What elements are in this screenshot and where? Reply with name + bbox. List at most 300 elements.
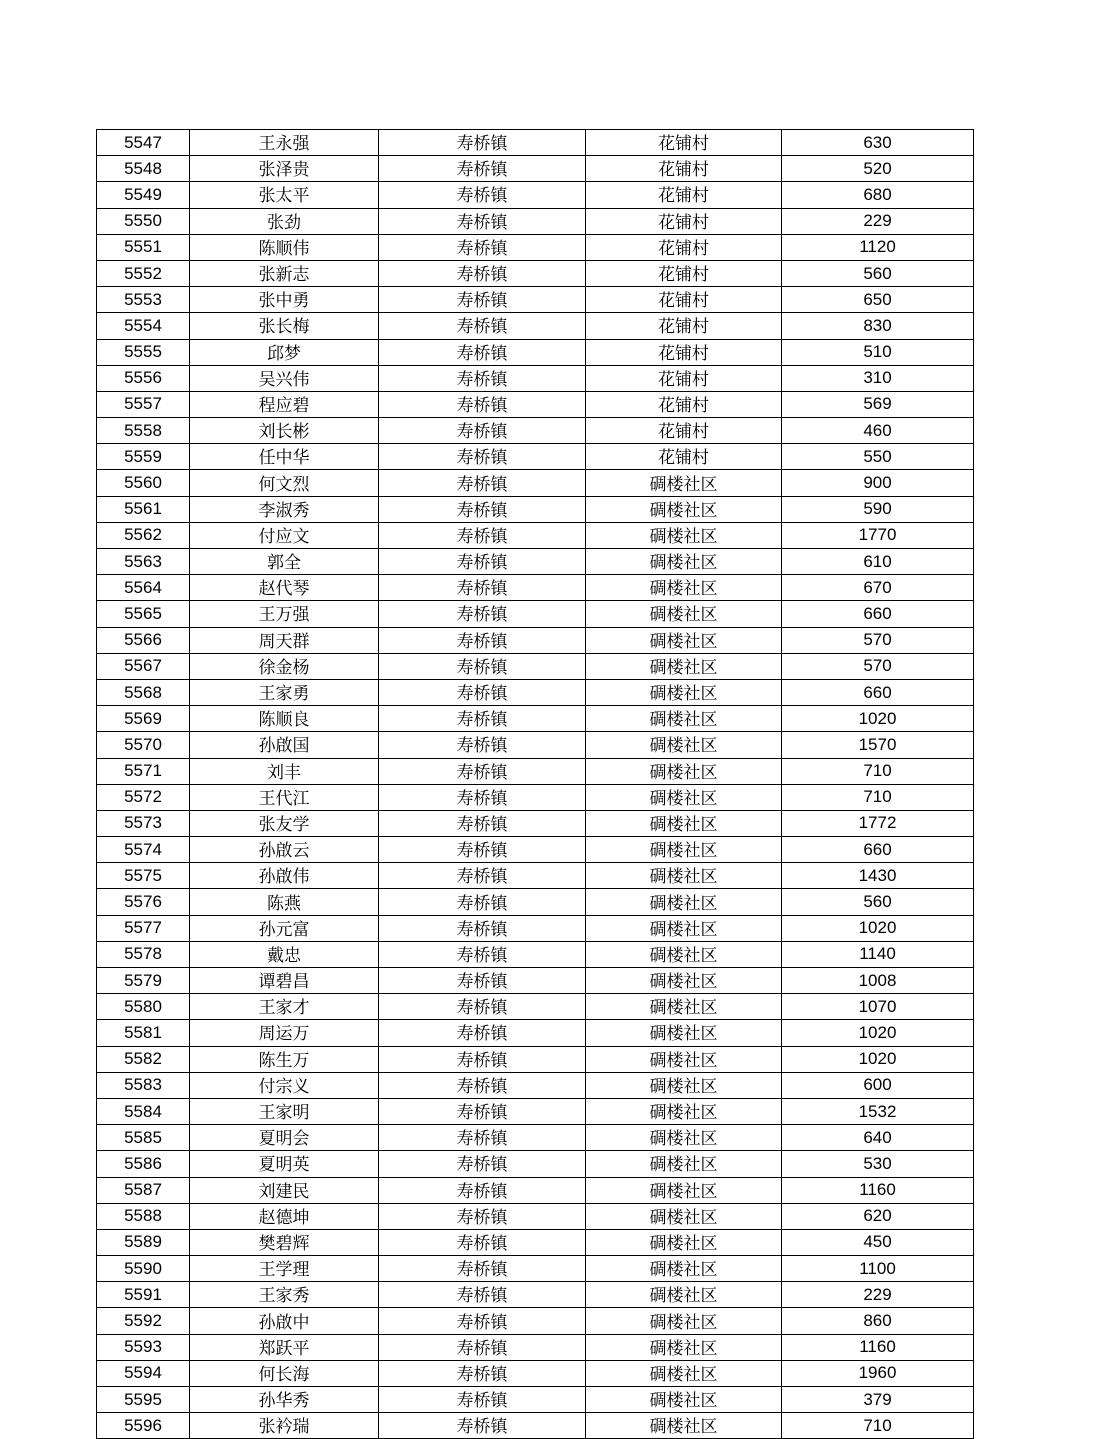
table-row xyxy=(97,234,974,260)
amount-cell: 229 xyxy=(782,208,974,234)
table-row xyxy=(97,130,974,156)
name-cell: 何文烈 xyxy=(190,470,379,496)
row-number-cell: 5554 xyxy=(97,313,190,339)
amount-cell: 1100 xyxy=(782,1256,974,1282)
row-number-cell: 5583 xyxy=(97,1072,190,1098)
town-cell: 寿桥镇 xyxy=(379,810,586,836)
row-number-cell: 5576 xyxy=(97,889,190,915)
amount-cell: 1020 xyxy=(782,706,974,732)
town-cell: 寿桥镇 xyxy=(379,234,586,260)
amount-cell: 570 xyxy=(782,653,974,679)
village-cell: 花铺村 xyxy=(586,260,782,286)
name-cell: 邱梦 xyxy=(190,339,379,365)
town-cell: 寿桥镇 xyxy=(379,1046,586,1072)
town-cell: 寿桥镇 xyxy=(379,1387,586,1413)
table-row xyxy=(97,470,974,496)
town-cell: 寿桥镇 xyxy=(379,1020,586,1046)
table-row xyxy=(97,837,974,863)
amount-cell: 710 xyxy=(782,784,974,810)
row-number-cell: 5555 xyxy=(97,339,190,365)
village-cell: 碉楼社区 xyxy=(586,758,782,784)
data-table xyxy=(96,129,974,1439)
table-row xyxy=(97,444,974,470)
table-row xyxy=(97,287,974,313)
village-cell: 碉楼社区 xyxy=(586,889,782,915)
town-cell: 寿桥镇 xyxy=(379,470,586,496)
row-number-cell: 5551 xyxy=(97,234,190,260)
village-cell: 碉楼社区 xyxy=(586,549,782,575)
amount-cell: 590 xyxy=(782,496,974,522)
amount-cell: 710 xyxy=(782,1413,974,1439)
row-number-cell: 5557 xyxy=(97,391,190,417)
town-cell: 寿桥镇 xyxy=(379,784,586,810)
town-cell: 寿桥镇 xyxy=(379,339,586,365)
town-cell: 寿桥镇 xyxy=(379,915,586,941)
amount-cell: 229 xyxy=(782,1282,974,1308)
name-cell: 徐金杨 xyxy=(190,653,379,679)
table-row xyxy=(97,758,974,784)
row-number-cell: 5579 xyxy=(97,968,190,994)
amount-cell: 1430 xyxy=(782,863,974,889)
amount-cell: 610 xyxy=(782,549,974,575)
amount-cell: 860 xyxy=(782,1308,974,1334)
village-cell: 碉楼社区 xyxy=(586,601,782,627)
town-cell: 寿桥镇 xyxy=(379,1125,586,1151)
amount-cell: 670 xyxy=(782,575,974,601)
name-cell: 孙啟伟 xyxy=(190,863,379,889)
village-cell: 碉楼社区 xyxy=(586,1020,782,1046)
town-cell: 寿桥镇 xyxy=(379,444,586,470)
name-cell: 王永强 xyxy=(190,130,379,156)
amount-cell: 640 xyxy=(782,1125,974,1151)
town-cell: 寿桥镇 xyxy=(379,522,586,548)
amount-cell: 710 xyxy=(782,758,974,784)
row-number-cell: 5552 xyxy=(97,260,190,286)
table-row xyxy=(97,1098,974,1124)
name-cell: 王家明 xyxy=(190,1098,379,1124)
amount-cell: 630 xyxy=(782,130,974,156)
name-cell: 赵德坤 xyxy=(190,1203,379,1229)
name-cell: 夏明会 xyxy=(190,1125,379,1151)
village-cell: 碉楼社区 xyxy=(586,994,782,1020)
table-row xyxy=(97,1151,974,1177)
row-number-cell: 5590 xyxy=(97,1256,190,1282)
row-number-cell: 5553 xyxy=(97,287,190,313)
name-cell: 樊碧辉 xyxy=(190,1229,379,1255)
town-cell: 寿桥镇 xyxy=(379,1098,586,1124)
town-cell: 寿桥镇 xyxy=(379,732,586,758)
amount-cell: 560 xyxy=(782,260,974,286)
name-cell: 郑跃平 xyxy=(190,1334,379,1360)
amount-cell: 569 xyxy=(782,391,974,417)
table-row xyxy=(97,941,974,967)
row-number-cell: 5592 xyxy=(97,1308,190,1334)
name-cell: 刘丰 xyxy=(190,758,379,784)
village-cell: 碉楼社区 xyxy=(586,1282,782,1308)
village-cell: 花铺村 xyxy=(586,130,782,156)
name-cell: 孙啟中 xyxy=(190,1308,379,1334)
row-number-cell: 5566 xyxy=(97,627,190,653)
village-cell: 碉楼社区 xyxy=(586,968,782,994)
amount-cell: 1070 xyxy=(782,994,974,1020)
table-row xyxy=(97,156,974,182)
name-cell: 孙元富 xyxy=(190,915,379,941)
row-number-cell: 5587 xyxy=(97,1177,190,1203)
village-cell: 碉楼社区 xyxy=(586,1177,782,1203)
amount-cell: 600 xyxy=(782,1072,974,1098)
row-number-cell: 5559 xyxy=(97,444,190,470)
village-cell: 碉楼社区 xyxy=(586,1072,782,1098)
document-page xyxy=(96,129,973,1439)
table-row xyxy=(97,1282,974,1308)
village-cell: 花铺村 xyxy=(586,391,782,417)
row-number-cell: 5564 xyxy=(97,575,190,601)
town-cell: 寿桥镇 xyxy=(379,941,586,967)
village-cell: 花铺村 xyxy=(586,365,782,391)
village-cell: 碉楼社区 xyxy=(586,679,782,705)
table-row xyxy=(97,1046,974,1072)
table-row xyxy=(97,208,974,234)
town-cell: 寿桥镇 xyxy=(379,130,586,156)
town-cell: 寿桥镇 xyxy=(379,1229,586,1255)
town-cell: 寿桥镇 xyxy=(379,679,586,705)
village-cell: 碉楼社区 xyxy=(586,1046,782,1072)
village-cell: 碉楼社区 xyxy=(586,810,782,836)
row-number-cell: 5572 xyxy=(97,784,190,810)
town-cell: 寿桥镇 xyxy=(379,994,586,1020)
name-cell: 孙啟国 xyxy=(190,732,379,758)
name-cell: 王家秀 xyxy=(190,1282,379,1308)
amount-cell: 660 xyxy=(782,837,974,863)
row-number-cell: 5565 xyxy=(97,601,190,627)
name-cell: 王万强 xyxy=(190,601,379,627)
row-number-cell: 5558 xyxy=(97,418,190,444)
name-cell: 孙华秀 xyxy=(190,1387,379,1413)
town-cell: 寿桥镇 xyxy=(379,1334,586,1360)
name-cell: 付宗义 xyxy=(190,1072,379,1098)
town-cell: 寿桥镇 xyxy=(379,287,586,313)
name-cell: 周运万 xyxy=(190,1020,379,1046)
table-row xyxy=(97,522,974,548)
name-cell: 陈燕 xyxy=(190,889,379,915)
table-row xyxy=(97,1125,974,1151)
row-number-cell: 5549 xyxy=(97,182,190,208)
town-cell: 寿桥镇 xyxy=(379,182,586,208)
table-row xyxy=(97,706,974,732)
name-cell: 王学理 xyxy=(190,1256,379,1282)
name-cell: 刘建民 xyxy=(190,1177,379,1203)
table-row xyxy=(97,1387,974,1413)
row-number-cell: 5595 xyxy=(97,1387,190,1413)
amount-cell: 1140 xyxy=(782,941,974,967)
name-cell: 王代江 xyxy=(190,784,379,810)
town-cell: 寿桥镇 xyxy=(379,156,586,182)
table-row xyxy=(97,575,974,601)
village-cell: 碉楼社区 xyxy=(586,653,782,679)
village-cell: 碉楼社区 xyxy=(586,863,782,889)
amount-cell: 379 xyxy=(782,1387,974,1413)
row-number-cell: 5569 xyxy=(97,706,190,732)
row-number-cell: 5577 xyxy=(97,915,190,941)
town-cell: 寿桥镇 xyxy=(379,575,586,601)
amount-cell: 570 xyxy=(782,627,974,653)
amount-cell: 560 xyxy=(782,889,974,915)
table-row xyxy=(97,732,974,758)
table-row xyxy=(97,365,974,391)
name-cell: 戴忠 xyxy=(190,941,379,967)
village-cell: 碉楼社区 xyxy=(586,784,782,810)
village-cell: 碉楼社区 xyxy=(586,1334,782,1360)
village-cell: 碉楼社区 xyxy=(586,1203,782,1229)
amount-cell: 660 xyxy=(782,679,974,705)
table-row xyxy=(97,889,974,915)
town-cell: 寿桥镇 xyxy=(379,1413,586,1439)
name-cell: 夏明英 xyxy=(190,1151,379,1177)
town-cell: 寿桥镇 xyxy=(379,837,586,863)
row-number-cell: 5578 xyxy=(97,941,190,967)
name-cell: 王家勇 xyxy=(190,679,379,705)
town-cell: 寿桥镇 xyxy=(379,365,586,391)
row-number-cell: 5589 xyxy=(97,1229,190,1255)
amount-cell: 1770 xyxy=(782,522,974,548)
table-row xyxy=(97,313,974,339)
amount-cell: 660 xyxy=(782,601,974,627)
village-cell: 碉楼社区 xyxy=(586,1256,782,1282)
town-cell: 寿桥镇 xyxy=(379,208,586,234)
town-cell: 寿桥镇 xyxy=(379,968,586,994)
name-cell: 李淑秀 xyxy=(190,496,379,522)
town-cell: 寿桥镇 xyxy=(379,313,586,339)
name-cell: 付应文 xyxy=(190,522,379,548)
row-number-cell: 5588 xyxy=(97,1203,190,1229)
row-number-cell: 5563 xyxy=(97,549,190,575)
row-number-cell: 5593 xyxy=(97,1334,190,1360)
town-cell: 寿桥镇 xyxy=(379,1256,586,1282)
name-cell: 张劲 xyxy=(190,208,379,234)
name-cell: 陈顺良 xyxy=(190,706,379,732)
table-row xyxy=(97,1256,974,1282)
table-row xyxy=(97,1177,974,1203)
town-cell: 寿桥镇 xyxy=(379,418,586,444)
table-row xyxy=(97,1020,974,1046)
village-cell: 花铺村 xyxy=(586,339,782,365)
name-cell: 孙啟云 xyxy=(190,837,379,863)
name-cell: 何长海 xyxy=(190,1360,379,1386)
village-cell: 碉楼社区 xyxy=(586,1360,782,1386)
amount-cell: 1160 xyxy=(782,1177,974,1203)
amount-cell: 1532 xyxy=(782,1098,974,1124)
table-row xyxy=(97,549,974,575)
row-number-cell: 5567 xyxy=(97,653,190,679)
name-cell: 吴兴伟 xyxy=(190,365,379,391)
table-row xyxy=(97,994,974,1020)
table-row xyxy=(97,810,974,836)
row-number-cell: 5562 xyxy=(97,522,190,548)
village-cell: 碉楼社区 xyxy=(586,915,782,941)
row-number-cell: 5548 xyxy=(97,156,190,182)
town-cell: 寿桥镇 xyxy=(379,549,586,575)
table-body xyxy=(97,130,974,1439)
amount-cell: 1160 xyxy=(782,1334,974,1360)
village-cell: 碉楼社区 xyxy=(586,1387,782,1413)
town-cell: 寿桥镇 xyxy=(379,863,586,889)
name-cell: 陈顺伟 xyxy=(190,234,379,260)
name-cell: 张友学 xyxy=(190,810,379,836)
row-number-cell: 5582 xyxy=(97,1046,190,1072)
row-number-cell: 5586 xyxy=(97,1151,190,1177)
town-cell: 寿桥镇 xyxy=(379,1177,586,1203)
row-number-cell: 5594 xyxy=(97,1360,190,1386)
name-cell: 郭全 xyxy=(190,549,379,575)
table-row xyxy=(97,653,974,679)
row-number-cell: 5580 xyxy=(97,994,190,1020)
town-cell: 寿桥镇 xyxy=(379,1072,586,1098)
village-cell: 碉楼社区 xyxy=(586,522,782,548)
table-row xyxy=(97,1072,974,1098)
table-row xyxy=(97,391,974,417)
town-cell: 寿桥镇 xyxy=(379,889,586,915)
row-number-cell: 5568 xyxy=(97,679,190,705)
town-cell: 寿桥镇 xyxy=(379,391,586,417)
row-number-cell: 5574 xyxy=(97,837,190,863)
amount-cell: 620 xyxy=(782,1203,974,1229)
village-cell: 碉楼社区 xyxy=(586,1151,782,1177)
table-row xyxy=(97,182,974,208)
table-row xyxy=(97,1360,974,1386)
name-cell: 刘长彬 xyxy=(190,418,379,444)
town-cell: 寿桥镇 xyxy=(379,601,586,627)
name-cell: 周天群 xyxy=(190,627,379,653)
name-cell: 程应碧 xyxy=(190,391,379,417)
amount-cell: 1570 xyxy=(782,732,974,758)
village-cell: 花铺村 xyxy=(586,208,782,234)
amount-cell: 1020 xyxy=(782,915,974,941)
row-number-cell: 5596 xyxy=(97,1413,190,1439)
village-cell: 碉楼社区 xyxy=(586,837,782,863)
name-cell: 谭碧昌 xyxy=(190,968,379,994)
row-number-cell: 5584 xyxy=(97,1098,190,1124)
name-cell: 张太平 xyxy=(190,182,379,208)
row-number-cell: 5585 xyxy=(97,1125,190,1151)
village-cell: 花铺村 xyxy=(586,444,782,470)
table-row xyxy=(97,260,974,286)
row-number-cell: 5573 xyxy=(97,810,190,836)
village-cell: 碉楼社区 xyxy=(586,1229,782,1255)
town-cell: 寿桥镇 xyxy=(379,627,586,653)
table-row xyxy=(97,915,974,941)
amount-cell: 1020 xyxy=(782,1020,974,1046)
amount-cell: 650 xyxy=(782,287,974,313)
name-cell: 王家才 xyxy=(190,994,379,1020)
amount-cell: 1772 xyxy=(782,810,974,836)
amount-cell: 1020 xyxy=(782,1046,974,1072)
village-cell: 碉楼社区 xyxy=(586,941,782,967)
amount-cell: 830 xyxy=(782,313,974,339)
town-cell: 寿桥镇 xyxy=(379,758,586,784)
village-cell: 碉楼社区 xyxy=(586,1125,782,1151)
table-row xyxy=(97,863,974,889)
table-row xyxy=(97,601,974,627)
village-cell: 碉楼社区 xyxy=(586,470,782,496)
village-cell: 碉楼社区 xyxy=(586,1308,782,1334)
table-row xyxy=(97,1334,974,1360)
row-number-cell: 5556 xyxy=(97,365,190,391)
amount-cell: 1008 xyxy=(782,968,974,994)
village-cell: 碉楼社区 xyxy=(586,496,782,522)
name-cell: 张新志 xyxy=(190,260,379,286)
name-cell: 赵代琴 xyxy=(190,575,379,601)
amount-cell: 1120 xyxy=(782,234,974,260)
table-row xyxy=(97,1203,974,1229)
town-cell: 寿桥镇 xyxy=(379,653,586,679)
name-cell: 张长梅 xyxy=(190,313,379,339)
town-cell: 寿桥镇 xyxy=(379,1360,586,1386)
amount-cell: 450 xyxy=(782,1229,974,1255)
table-row xyxy=(97,418,974,444)
town-cell: 寿桥镇 xyxy=(379,1282,586,1308)
table-row xyxy=(97,496,974,522)
town-cell: 寿桥镇 xyxy=(379,1203,586,1229)
row-number-cell: 5575 xyxy=(97,863,190,889)
amount-cell: 550 xyxy=(782,444,974,470)
row-number-cell: 5591 xyxy=(97,1282,190,1308)
town-cell: 寿桥镇 xyxy=(379,260,586,286)
town-cell: 寿桥镇 xyxy=(379,706,586,732)
row-number-cell: 5581 xyxy=(97,1020,190,1046)
table-row xyxy=(97,968,974,994)
village-cell: 花铺村 xyxy=(586,156,782,182)
table-row xyxy=(97,1413,974,1439)
amount-cell: 680 xyxy=(782,182,974,208)
name-cell: 张中勇 xyxy=(190,287,379,313)
amount-cell: 900 xyxy=(782,470,974,496)
table-row xyxy=(97,1229,974,1255)
table-row xyxy=(97,339,974,365)
village-cell: 花铺村 xyxy=(586,313,782,339)
table-row xyxy=(97,1308,974,1334)
village-cell: 碉楼社区 xyxy=(586,627,782,653)
amount-cell: 460 xyxy=(782,418,974,444)
town-cell: 寿桥镇 xyxy=(379,1151,586,1177)
village-cell: 花铺村 xyxy=(586,234,782,260)
village-cell: 碉楼社区 xyxy=(586,706,782,732)
row-number-cell: 5571 xyxy=(97,758,190,784)
row-number-cell: 5560 xyxy=(97,470,190,496)
village-cell: 碉楼社区 xyxy=(586,575,782,601)
table-row xyxy=(97,679,974,705)
row-number-cell: 5561 xyxy=(97,496,190,522)
town-cell: 寿桥镇 xyxy=(379,496,586,522)
village-cell: 碉楼社区 xyxy=(586,1098,782,1124)
village-cell: 碉楼社区 xyxy=(586,732,782,758)
village-cell: 碉楼社区 xyxy=(586,1413,782,1439)
name-cell: 任中华 xyxy=(190,444,379,470)
village-cell: 花铺村 xyxy=(586,182,782,208)
table-row xyxy=(97,784,974,810)
amount-cell: 520 xyxy=(782,156,974,182)
amount-cell: 310 xyxy=(782,365,974,391)
village-cell: 花铺村 xyxy=(586,418,782,444)
amount-cell: 530 xyxy=(782,1151,974,1177)
amount-cell: 1960 xyxy=(782,1360,974,1386)
row-number-cell: 5547 xyxy=(97,130,190,156)
row-number-cell: 5570 xyxy=(97,732,190,758)
row-number-cell: 5550 xyxy=(97,208,190,234)
name-cell: 陈生万 xyxy=(190,1046,379,1072)
table-row xyxy=(97,627,974,653)
name-cell: 张衿瑞 xyxy=(190,1413,379,1439)
town-cell: 寿桥镇 xyxy=(379,1308,586,1334)
